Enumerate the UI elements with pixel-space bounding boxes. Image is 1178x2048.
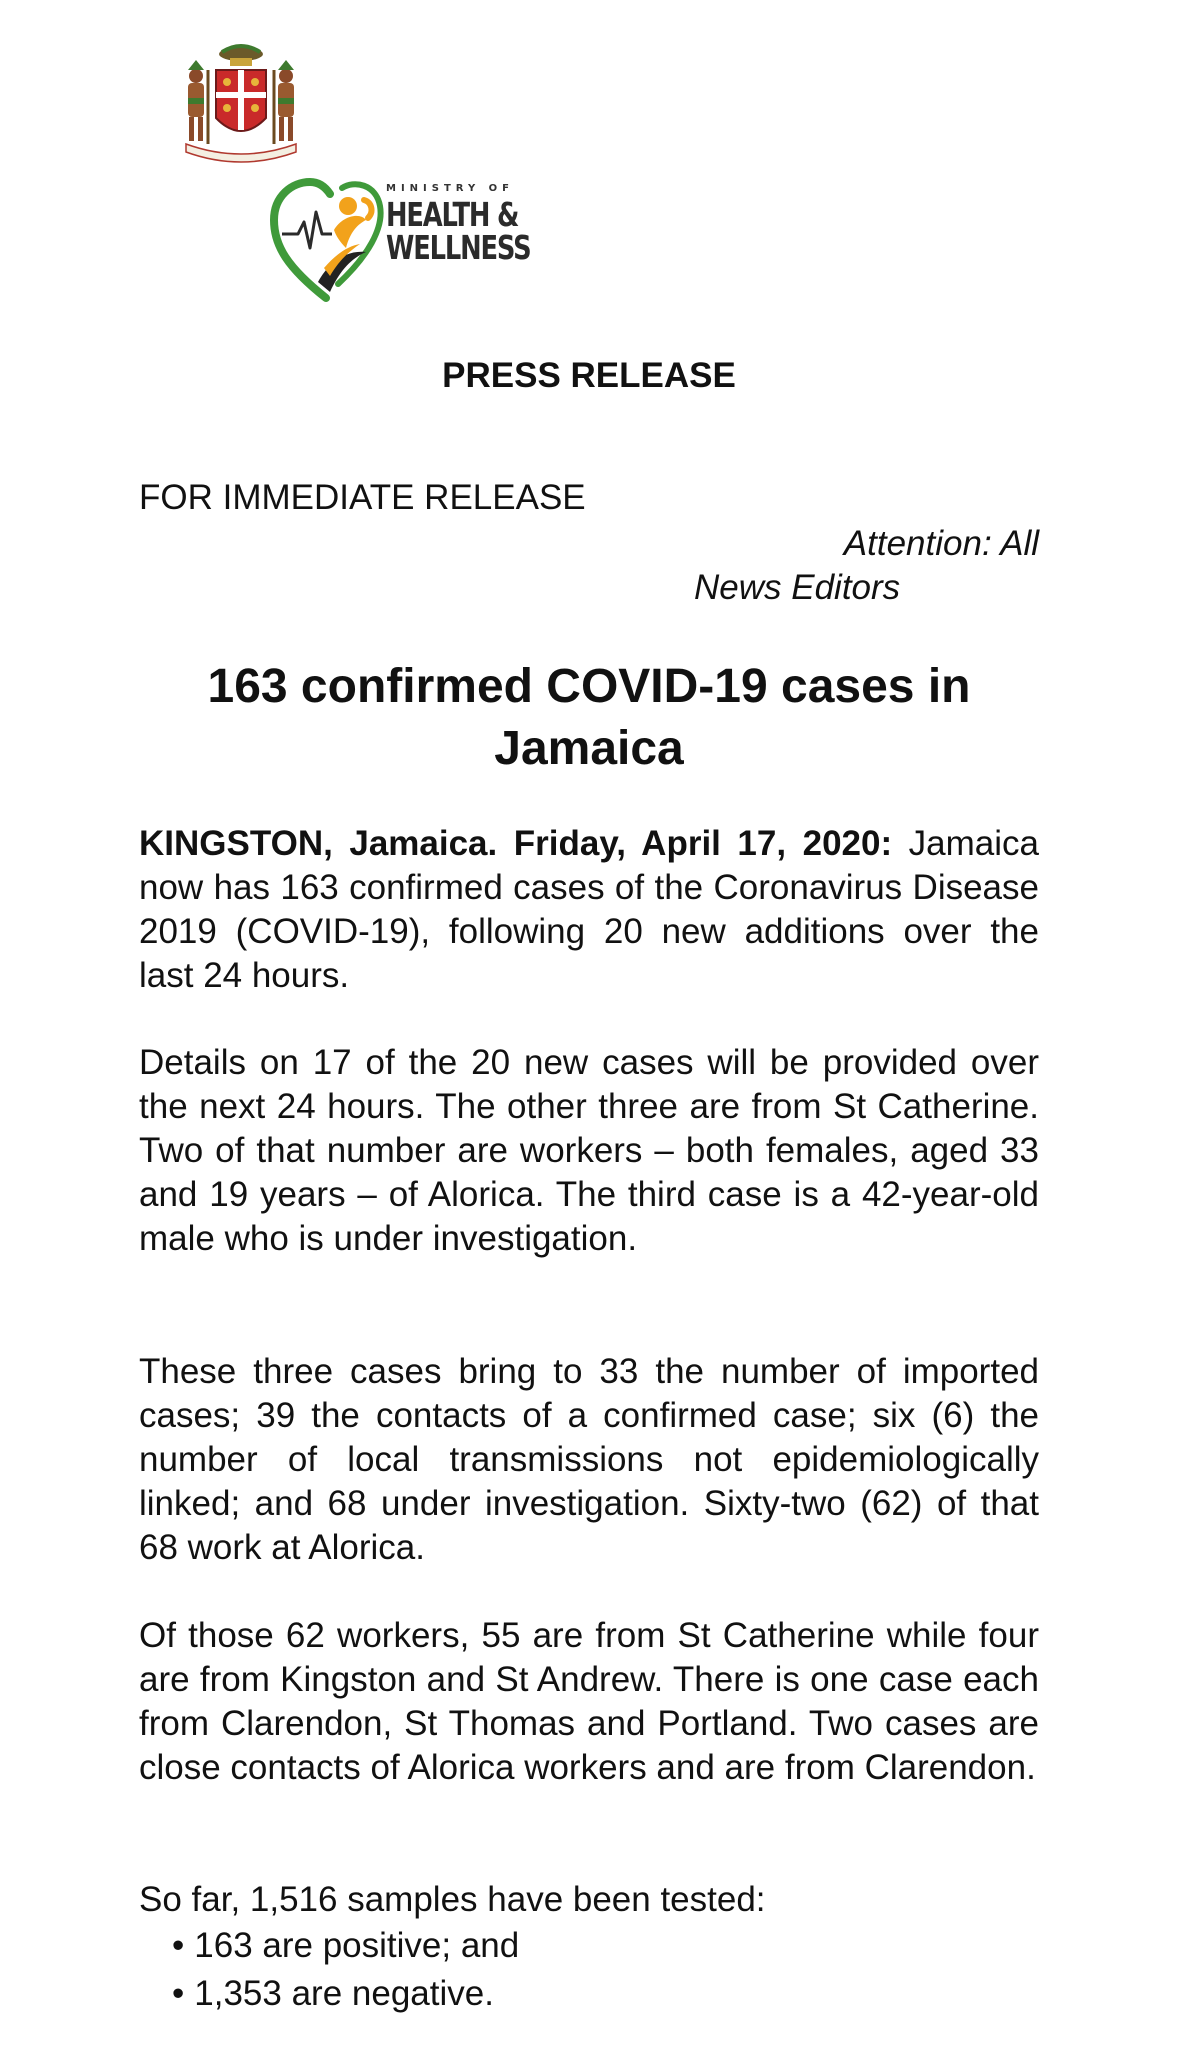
test-results-list — [172, 1922, 519, 2018]
paragraph-1-text: Jamaica now has 163 confirmed cases of the Coronavirus Disease 2019 (COVID-19), following 20 new additions over the last 24 hours. — [139, 824, 1039, 995]
headline: 163 confirmed COVID-19 cases in Jamaica — [207, 660, 971, 775]
immediate-release-label: FOR IMMEDIATE RELEASE — [139, 478, 586, 517]
ministry-health-label: HEALTH & — [386, 195, 519, 234]
dateline: KINGSTON, Jamaica. Friday, April 17, 2020: — [139, 824, 893, 863]
paragraph-4: Of those 62 workers, 55 are from St Catherine while four are from Kingston and St Andrew. There is one case each from Clarendon, St Thomas and Portland. Two cases are close contacts of Alorica workers and are from Clarendon. — [139, 1616, 1039, 1787]
paragraph-3: These three cases bring to 33 the number of imported cases; 39 the contacts of a confirmed case; six (6) the number of local transmissions not epidemiologically linked; and 68 under investigation. Sixty-two (62) of that 68 work at Alorica. — [139, 1352, 1039, 1567]
ministry-wellness-label: WELLNESS — [386, 228, 531, 267]
paragraph-2: Details on 17 of the 20 new cases will be provided over the next 24 hours. The other three are from St Catherine. Two of that number are workers – both females, aged 33 and 19 years – of Alorica. The third case is a 42-year-old male who is under investigation. — [139, 1043, 1039, 1258]
paragraph-1 — [139, 822, 1039, 998]
list-item: • 1,353 are negative. — [172, 1970, 519, 2018]
ministry-of-label: MINISTRY OF — [386, 183, 514, 194]
news-editors-label: News Editors — [694, 568, 901, 607]
paragraph-5: So far, 1,516 samples have been tested: — [139, 1880, 766, 1919]
ministry-of-health-logo — [268, 172, 531, 308]
coat-of-arms-logo — [172, 40, 310, 164]
press-release-label: PRESS RELEASE — [442, 356, 736, 395]
list-item: • 163 are positive; and — [172, 1922, 519, 1970]
attention-label: Attention: All — [843, 524, 1039, 563]
ministry-name — [386, 183, 571, 267]
